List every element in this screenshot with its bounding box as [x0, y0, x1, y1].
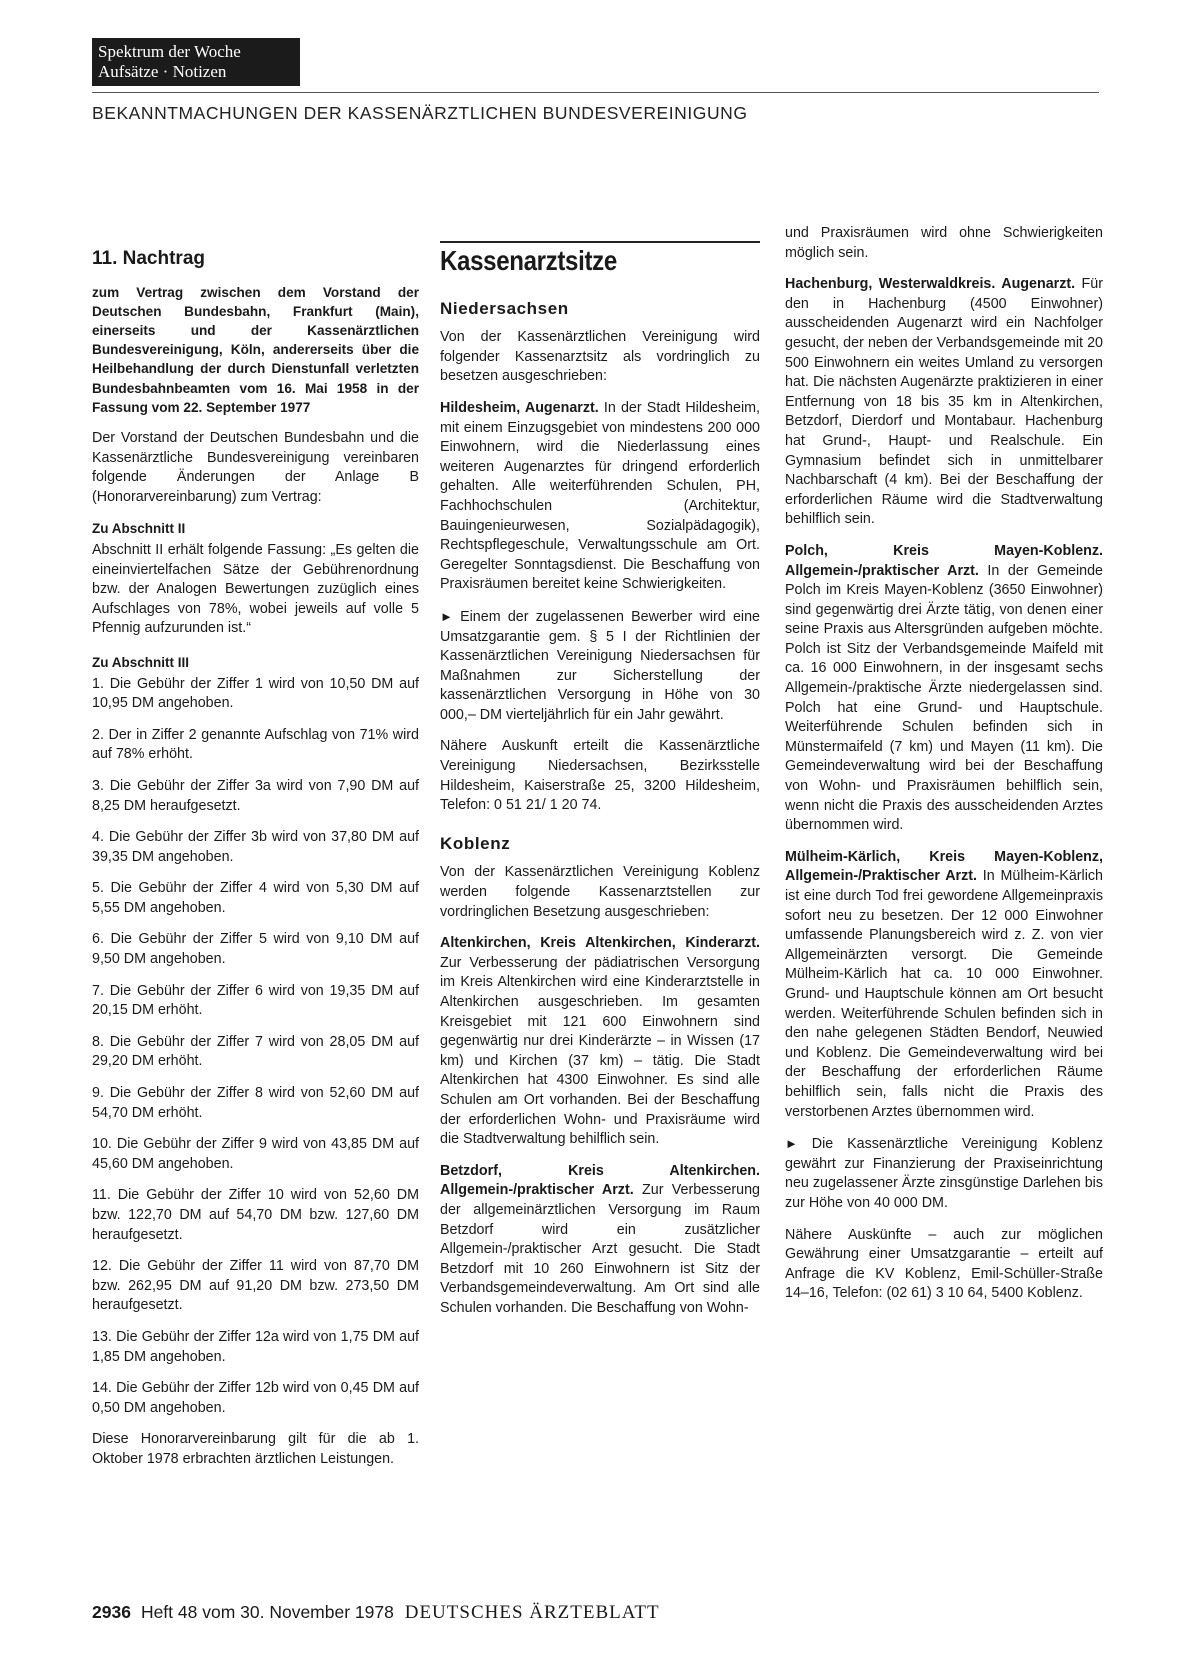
- list-item: 14. Die Gebühr der Ziffer 12b wird von 0,45 DM auf 0,50 DM angehoben.: [92, 1380, 419, 1416]
- region-heading-koblenz: Koblenz: [440, 833, 511, 853]
- list-item: 2. Der in Ziffer 2 genannte Aufschlag von 71% wird auf 78% erhöht.: [92, 726, 419, 763]
- listing-text: In der Stadt Hildesheim, mit einem Einzugsgebiet von mindestens 200 000 Einwohnern, wird die Niederlassung eines weiteren Augenarztes für dringend erforderlich gehalten. Alle weiterführenden Schulen, PH, Fachhochschulen (Architektur, Bauingenieurwesen, Sozialpädagogik), Rechtspflegeschule, Verwaltungsschule am Ort. Geregelter Sonntagsdienst. Die Beschaffung von Praxisräumen bereitet keine Schwierigkeiten.: [440, 399, 761, 593]
- list-item: 12. Die Gebühr der Ziffer 11 wird von 87,70 DM bzw. 262,95 DM auf 91,20 DM bzw. 273,50 DM heraufgesetzt.: [92, 1258, 419, 1314]
- continued-text: und Praxisräumen wird ohne Schwierigkeiten möglich sein.: [785, 225, 1103, 261]
- list-item: 1. Die Gebühr der Ziffer 1 wird von 10,50 DM auf 10,95 DM angehoben.: [92, 675, 419, 712]
- issue-info: Heft 48 vom 30. November 1978: [140, 1602, 394, 1622]
- page-footer: [92, 1602, 660, 1624]
- subhead-abschnitt-3: Zu Abschnitt III: [92, 654, 189, 670]
- listing-text: In der Gemeinde Polch im Kreis Mayen-Koblenz (3650 Einwohner) sind gegenwärtig drei Ärzte tätig, von denen einer seine Praxis aus Altersgründen aufgeben möchte. Polch ist Sitz der Verbandsgemeinde Maifeld mit ca. 16 000 Einwohnern, in der insgesamt sechs Allgemein-/praktische Ärzte niedergelassen sind. Polch hat eine Grund- und Hauptschule. Weiterführende Schulen befinden sich in Münstermaifeld (7 km) und Mayen (11 km). Die Gemeindeverwaltung wird bei der Beschaffung von Wohn- und Praxisräumen behilflich sein, wenn nicht die Praxis des ausscheidenden Arztes übernommen wird.: [785, 562, 1104, 834]
- listing-betzdorf: [440, 1162, 760, 1319]
- listing-lead: Hildesheim, Augenarzt.: [440, 399, 599, 416]
- list-item: 6. Die Gebühr der Ziffer 5 wird von 9,10 DM auf 9,50 DM angehoben.: [92, 931, 419, 968]
- list-item: 8. Die Gebühr der Ziffer 7 wird von 28,05 DM auf 29,20 DM erhöht.: [92, 1033, 419, 1070]
- loan-text: Die Kassenärztliche Vereinigung Koblenz gewährt zur Finanzierung der Praxiseinrichtung neu zugelassener Ärzte zinsgünstige Darlehen bis zur Höhe von 40 000 DM.: [785, 1136, 1103, 1211]
- listing-text: Zur Verbesserung der pädiatrischen Versorgung im Kreis Altenkirchen wird eine Kinderarztstelle in Altenkirchen ausgeschrieben. Im gesamten Kreisgebiet mit 121 600 Einwohnern sind gegenwärtig nur drei Kinderärzte – in Wissen (17 km) und Kirchen (37 km) – tätig. Die Stadt Altenkirchen hat 4300 Einwohner. Es sind alle Schulen am Ort vorhanden. Bei der Beschaffung der erforderlichen Wohn- und Praxisräume wird die Stadtverwaltung behilflich sein.: [440, 954, 760, 1148]
- nachtrag-title: 11. Nachtrag: [92, 248, 205, 269]
- list-item: 5. Die Gebühr der Ziffer 4 wird von 5,30 DM auf 5,55 DM angehoben.: [92, 880, 419, 916]
- nachtrag-intro: zum Vertrag zwischen dem Vorstand der Deutschen Bundesbahn, Frankfurt (Main), einerseits und der Kassenärztlichen Bundesvereinigung, Köln, andererseits über die Heilbehandlung der durch Dienstunfall verletzten Bundesbahnbeamten vom 16. Mai 1958 in der Fassung vom 22. September 1977: [92, 284, 419, 415]
- list-item: 7. Die Gebühr der Ziffer 6 wird von 19,35 DM auf 20,15 DM erhöht.: [92, 982, 419, 1019]
- subhead-abschnitt-2: Zu Abschnitt II: [92, 521, 186, 537]
- list-item: 10. Die Gebühr der Ziffer 9 wird von 43,85 DM auf 45,60 DM angehoben.: [92, 1136, 419, 1172]
- list-item: 3. Die Gebühr der Ziffer 3a wird von 7,90 DM auf 8,25 DM heraufgesetzt.: [92, 777, 419, 814]
- column-nachtrag: [92, 237, 419, 1482]
- listing-text: Für den in Hachenburg (4500 Einwohner) ausscheidenden Augenarzt wird ein Nachfolger gesucht, der neben der Verbandsgemeinde mit 20 500 Einwohnern ein weites Umland zu versorgen hat. Die nächsten Augenärzte praktizieren in einer Entfernung von 18 bis 35 km in Altenkirchen, Betzdorf, Dierdorf und Montabaur. Hachenburg hat Grund-, Haupt- und Realschule. Ein Gymnasium befindet sich in unmittelbarer Nachbarschaft (4 km). Bei der Beschaffung der erforderlichen Räume wird die Stadtverwaltung behilflich sein.: [785, 276, 1103, 528]
- listing-altenkirchen: [440, 934, 760, 1150]
- list-item: 4. Die Gebühr der Ziffer 3b wird von 37,80 DM auf 39,35 DM angehoben.: [92, 829, 419, 865]
- guarantee-text: Einem der zugelassenen Bewerber wird eine Umsatzgarantie gem. § 5 I der Richtlinien der Kassenärztlichen Vereinigung Niedersachsen für Maßnahmen zur Sicherstellung der kassenärztlichen Versorgung in Höhe von 30 000,– DM vierteljährlich für ein Jahr gewährt.: [440, 608, 760, 723]
- contact-paragraph: Nähere Auskunft erteilt die Kassenärztliche Vereinigung Niedersachsen, Bezirksstelle Hildesheim, Kaiserstraße 25, 3200 Hildesheim, Telefon: 0 51 21/ 1 20 74.: [440, 738, 760, 814]
- listing-polch: [785, 542, 1103, 836]
- listing-lead: Mülheim-Kärlich, Kreis Mayen-Koblenz, Allgemein-/Praktischer Arzt.: [785, 848, 1103, 885]
- region-intro: Von der Kassenärztlichen Vereinigung Koblenz werden folgende Kassenarztstellen zur vordringlichen Besetzung ausgeschrieben:: [440, 864, 760, 920]
- abschnitt-2-text: Abschnitt II erhält folgende Fassung: „Es gelten die eineinviertelfachen Sätze der Gebührenordnung bzw. der Analogen Bewertungen zuzüglich eines Aufschlages von 78%, wobei jeweils auf volle 5 Pfennig aufzurunden ist.“: [92, 541, 419, 637]
- region-heading-niedersachsen: Niedersachsen: [440, 298, 569, 318]
- triangle-bullet-icon: ►: [785, 1136, 798, 1152]
- listing-lead: Betzdorf, Kreis Altenkirchen. Allgemein-/praktischer Arzt.: [440, 1162, 760, 1199]
- loan-paragraph: [785, 1134, 1103, 1213]
- closing-paragraph: Diese Honorarvereinbarung gilt für die ab 1. Oktober 1978 erbrachten ärztlichen Leistungen.: [92, 1431, 419, 1467]
- listing-hildesheim: [440, 399, 760, 595]
- masthead-box: [92, 38, 300, 86]
- listing-muelheim-kaerlich: [785, 848, 1103, 1122]
- column-kassenarztsitze: [440, 237, 760, 1331]
- triangle-bullet-icon: ►: [440, 608, 453, 624]
- page-number: 2936: [92, 1602, 131, 1622]
- listing-lead: Altenkirchen, Kreis Altenkirchen, Kinderarzt.: [440, 935, 760, 952]
- masthead-line2: Aufsätze · Notizen: [98, 62, 227, 81]
- header-rule: [92, 92, 1099, 93]
- contact-paragraph: Nähere Auskünfte – auch zur möglichen Gewährung einer Umsatzgarantie – erteilt auf Anfrage die KV Koblenz, Emil-Schüller-Straße 14–16, Telefon: (02 61) 3 10 64, 5400 Koblenz.: [785, 1226, 1103, 1302]
- nachtrag-paragraph: Der Vorstand der Deutschen Bundesbahn und die Kassenärztliche Bundesvereinigung vereinbaren folgende Änderungen der Anlage B (Honorarvereinbarung) zum Vertrag:: [92, 430, 419, 505]
- listing-hachenburg: [785, 275, 1103, 530]
- list-item: 11. Die Gebühr der Ziffer 10 wird von 52,60 DM bzw. 122,70 DM auf 54,70 DM bzw. 127,60 DM heraufgesetzt.: [92, 1187, 419, 1243]
- column-listings-continued: [785, 224, 1103, 1316]
- section-title: Kassenarztsitze: [440, 245, 617, 276]
- magazine-name: DEUTSCHES ÄRZTEBLATT: [404, 1602, 660, 1623]
- list-item: 13. Die Gebühr der Ziffer 12a wird von 1,75 DM auf 1,85 DM angehoben.: [92, 1328, 419, 1365]
- list-item: 9. Die Gebühr der Ziffer 8 wird von 52,60 DM auf 54,70 DM erhöht.: [92, 1085, 419, 1121]
- section-rule: [440, 241, 760, 243]
- masthead-line1: Spektrum der Woche: [98, 42, 241, 61]
- listing-text: Zur Verbesserung der allgemeinärztlichen Versorgung im Raum Betzdorf wird ein zusätzlicher Allgemein-/praktischer Arzt gesucht. Die Stadt Betzdorf mit 10 260 Einwohnern ist Sitz der Verbandsgemeindeverwaltung. Am Ort sind alle Schulen vorhanden. Die Beschaffung von Wohn-: [440, 1182, 760, 1316]
- guarantee-paragraph: [440, 607, 760, 726]
- listing-lead: Hachenburg, Westerwaldkreis. Augenarzt.: [785, 276, 1076, 293]
- listing-text: In Mülheim-Kärlich ist eine durch Tod frei gewordene Allgemeinpraxis sofort neu zu besetzen. Der 12 000 Einwohner umfassende Planungsbereich wird z. Z. von vier Allgemeinärzten versorgt. Die Gemeinde Mülheim-Kärlich hat ca. 10 000 Einwohner. Grund- und Hauptschule können am Ort besucht werden. Weiterführende Schulen befinden sich in den nahe gelegenen Städten Bendorf, Neuwied und Koblenz. Die Gemeindeverwaltung wird bei der Beschaffung der erforderlichen Räume behilflich sein, falls nicht die Praxis des verstorbenen Arztes übernommen wird.: [785, 868, 1103, 1120]
- listing-lead: Polch, Kreis Mayen-Koblenz. Allgemein-/praktischer Arzt.: [785, 542, 1103, 579]
- page-header-title: BEKANNTMACHUNGEN DER KASSENÄRZTLICHEN BUNDESVEREINIGUNG: [92, 103, 748, 123]
- region-intro: Von der Kassenärztlichen Vereinigung wird folgender Kassenarztsitz als vordringlich zu besetzen ausgeschrieben:: [440, 329, 760, 385]
